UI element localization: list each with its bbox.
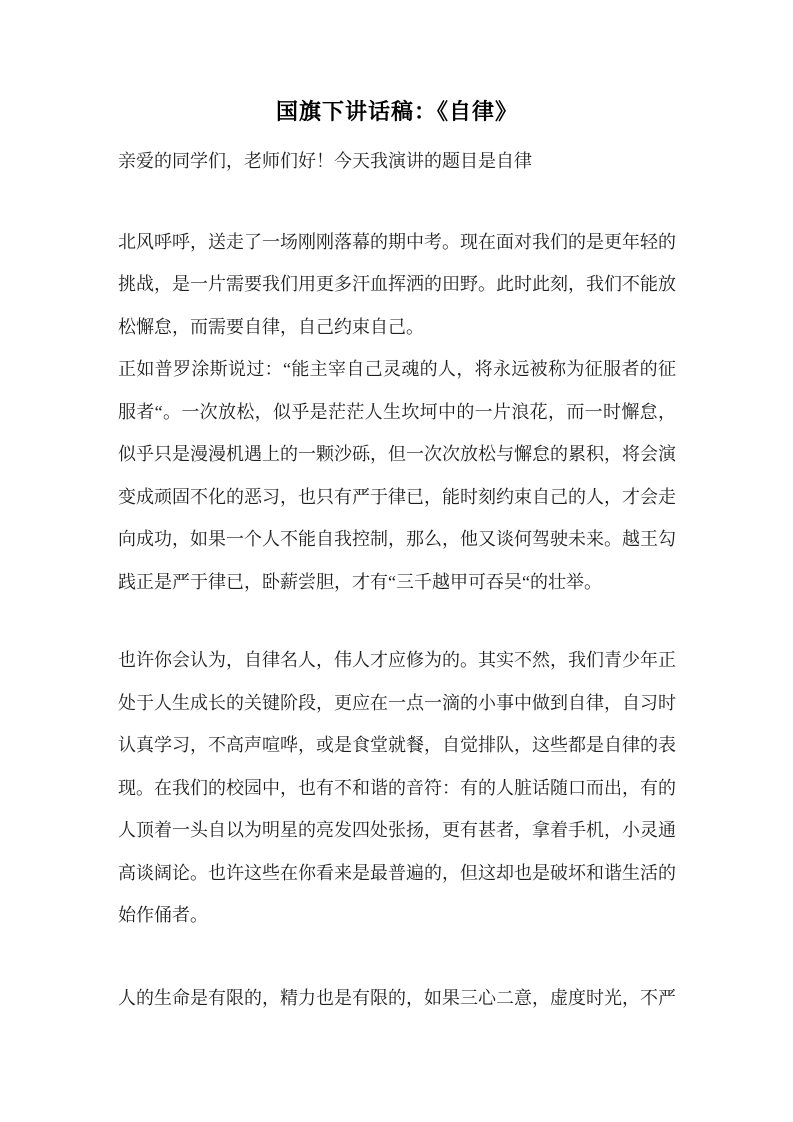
paragraph-quote: 正如普罗涂斯说过：“能主宰自己灵魂的人，将永远被称为征服者的征服者“。一次放松，似乎是茫茫人生坎坷中的一片浪花，而一时懈怠，似乎只是漫漫机遇上的一颗沙砾，但一次次放松与懈怠的累积，将会演变成顽固不化的恶习，也只有严于律已，能时刻约束自己的人，才会走向成功，如果一个人不能自我控制，那么，他又谈何驾驶未来。越王勾践正是严于律已，卧薪尝胆，才有“三千越甲可吞吴“的壮举。 (118, 359, 676, 592)
paragraph-life-partial: 人的生命是有限的，精力也是有限的，如果三心二意，虚度时光，不严 (118, 987, 676, 1008)
document-title: 国旗下讲话稿：《自律》 (275, 99, 518, 124)
paragraph-greeting: 亲爱的同学们，老师们好！今天我演讲的题目是自律 (118, 151, 532, 171)
paragraph-campus: 也许你会认为，自律名人，伟人才应修为的。其实不然，我们青少年正处于人生成长的关键阶段，更应在一点一滴的小事中做到自律，自习时认真学习，不高声喧哗，或是食堂就餐，自觉排队，这些都是自律的表现。在我们的校园中，也有不和谐的音符：有的人脏话随口而出，有的人顶着一头自以为明星的亮发四处张扬，更有甚者，拿着手机，小灵通高谈阔论。也许这些在你看来是最普遍的，但这却也是破坏和谐生活的始作俑者。 (118, 650, 676, 925)
paragraph-intro: 北风呼呼，送走了一场刚刚落幕的期中考。现在面对我们的是更年轻的挑战，是一片需要我们用更多汗血挥洒的田野。此时此刻，我们不能放松懈怠，而需要自律，自己约束自己。 (118, 231, 676, 337)
